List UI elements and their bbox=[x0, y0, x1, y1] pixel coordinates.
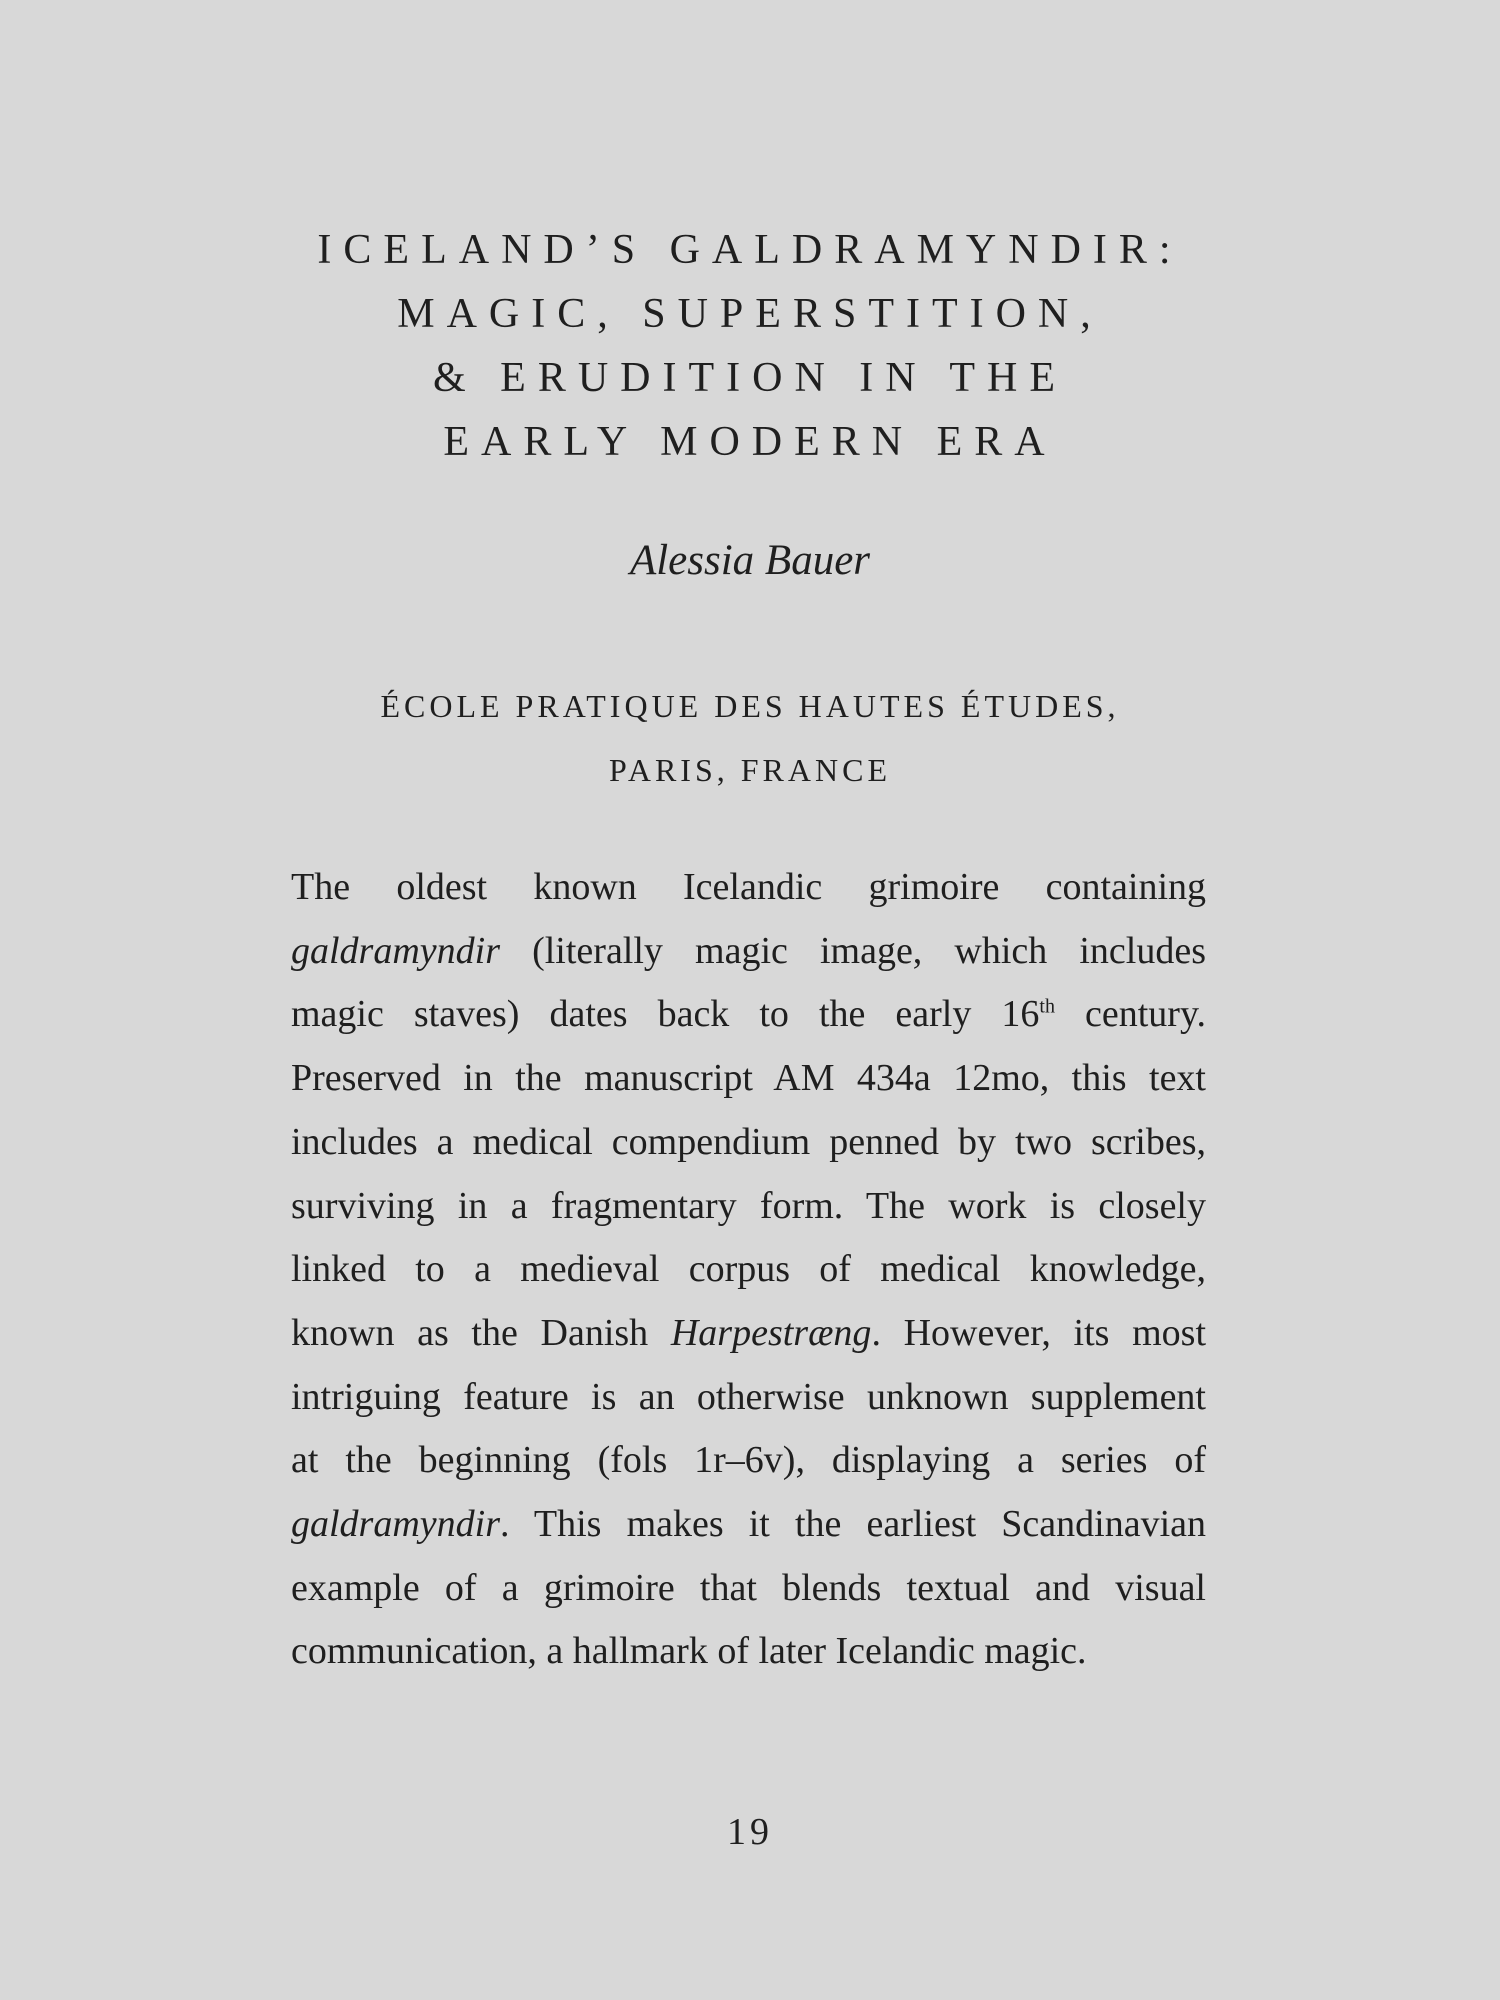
page-number: 19 bbox=[727, 1811, 773, 1853]
title-line-3: & ERUDITION IN THE bbox=[433, 355, 1067, 401]
author-affiliation bbox=[0, 674, 1500, 802]
abstract-line: communication, a hallmark of later Icelandic magic. bbox=[291, 1630, 1087, 1673]
author-name: Alessia Bauer bbox=[629, 537, 871, 584]
abstract-line: galdramyndir. This makes it the earliest Scandinavian bbox=[291, 1503, 1206, 1546]
affiliation-line-2: PARIS, FRANCE bbox=[608, 752, 891, 788]
abstract-line: example of a grimoire that blends textual and visual bbox=[291, 1566, 1206, 1609]
abstract-line: at the beginning (fols 1r–6v), displaying a series of bbox=[291, 1439, 1206, 1482]
abstract-line: includes a medical compendium penned by two scribes, bbox=[291, 1120, 1206, 1163]
title-line-2: MAGIC, SUPERSTITION, bbox=[397, 291, 1103, 337]
abstract-paragraph bbox=[291, 856, 1206, 1684]
abstract-line: The oldest known Icelandic grimoire containing bbox=[291, 866, 1206, 908]
title-line-4: EARLY MODERN ERA bbox=[443, 419, 1057, 465]
abstract-line: magic staves) dates back to the early 16th century. bbox=[291, 993, 1206, 1036]
abstract-line: galdramyndir (literally magic image, which includes bbox=[291, 929, 1206, 972]
abstract-line: linked to a medieval corpus of medical knowledge, bbox=[291, 1248, 1206, 1291]
affiliation-line-1: ÉCOLE PRATIQUE DES HAUTES ÉTUDES, bbox=[380, 688, 1120, 724]
superscript: th bbox=[1039, 995, 1055, 1018]
title-line-1: ICELAND’S GALDRAMYNDIR: bbox=[317, 227, 1183, 273]
abstract-line: known as the Danish Harpestræng. However, its most bbox=[291, 1311, 1206, 1354]
chapter-title bbox=[0, 218, 1500, 474]
abstract-line: surviving in a fragmentary form. The work is closely bbox=[291, 1184, 1206, 1227]
abstract-line: intriguing feature is an otherwise unknown supplement bbox=[291, 1375, 1206, 1418]
abstract-line: Preserved in the manuscript AM 434a 12mo, this text bbox=[291, 1057, 1206, 1100]
